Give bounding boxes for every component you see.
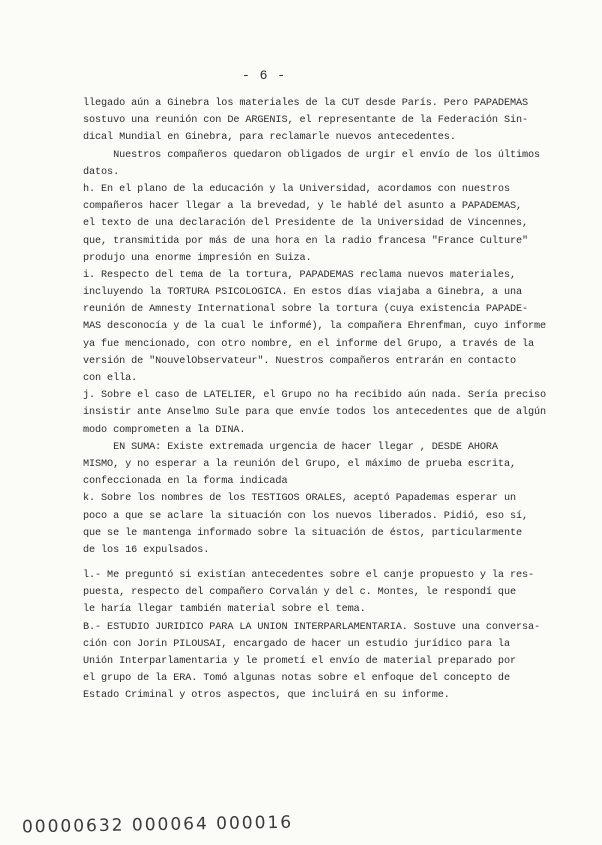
text-line: con ella. (83, 373, 138, 384)
text-line: dical Mundial en Ginebra, para reclamarle nuevos antecedentes. (83, 132, 456, 144)
text-line: j. Sobre el caso de LATELIER, el Grupo no ha recibido aún nada. Sería preciso (83, 390, 547, 402)
text-line: que, transmitida por más de una hora en la radio francesa "France Culture" (83, 235, 528, 247)
text-line: l.- Me preguntó si existían antecedentes sobre el canje propuesto y la res- (83, 570, 535, 582)
text-line: MISMO, y no esperar a la reunión del Grupo, el máximo de prueba escrita, (83, 458, 516, 470)
text-line: reunión de Amnesty International sobre la tortura (cuya existencia PAPADE- (83, 304, 528, 316)
text-line: EN SUMA: Existe extremada urgencia de hacer llegar , DESDE AHORA (83, 441, 498, 453)
text-line: llegado aún a Ginebra los materiales de la CUT desde París. Pero PAPADEMAS (83, 98, 528, 109)
body-text (83, 95, 583, 705)
text-line: ción con Jorin PILOUSAI, encargado de hacer un estudio jurídico para la (83, 638, 510, 650)
paragraph-gap (83, 559, 583, 567)
text-line: insistir ante Anselmo Sule para que envíe todos los antecedentes que de algún (83, 407, 547, 419)
text-line: compañeros hacer llegar a la brevedad, y le hablé del asunto a PAPADEMAS, (83, 201, 522, 213)
text-line: puesta, respecto del compañero Corvalán y del c. Montes, le respondí que (83, 587, 516, 599)
text-line: k. Sobre los nombres de los TESTIGOS ORALES, aceptó Papademas esperar un (83, 493, 516, 505)
text-line: poco a que se aclare la situación con los nuevos liberados. Pidió, eso sí, (83, 510, 528, 522)
text-line: ya fue mencionado, con otro nombre, en el informe del Grupo, a través de la (83, 338, 535, 350)
text-line: B.- ESTUDIO JURIDICO PARA LA UNION INTERPARLAMENTARIA. Sostuve una conversa- (83, 621, 541, 633)
text-line: el texto de una declaración del Presidente de la Universidad de Vincennes, (83, 218, 528, 230)
text-line: sostuvo una reunión con De ARGENIS, el representante de la Federación Sin- (83, 115, 528, 127)
text-line: incluyendo la TORTURA PSICOLOGICA. En estos días viajaba a Ginebra, a una (83, 287, 522, 299)
text-line: i. Respecto del tema de la tortura, PAPADEMAS reclama nuevos materiales, (83, 269, 516, 281)
text-line: Estado Criminal y otros aspectos, que incluirá en su informe. (83, 690, 450, 702)
text-line: confeccionada en la forma indicada (83, 476, 288, 488)
text-line: de los 16 expulsados. (83, 544, 210, 556)
text-line: el grupo de la ERA. Tomó algunas notas sobre el enfoque del concepto de (83, 673, 510, 685)
text-line: versión de "NouvelObservateur". Nuestros compañeros entrarán en contacto (83, 355, 516, 367)
text-line: que se le mantenga informado sobre la situación de éstos, particularmente (83, 527, 522, 539)
text-line: datos. (83, 166, 120, 178)
text-line: modo comprometen a la DINA. (83, 424, 246, 436)
text-line: MAS desconocía y de la cual le informé), la compañera Ehrenfman, cuyo informe (83, 321, 547, 333)
text-line: h. En el plano de la educación y la Universidad, acordamos con nuestros (83, 183, 510, 195)
text-line: Nuestros compañeros quedaron obligados de urgir el envío de los últimos (83, 149, 541, 161)
text-line: le haría llegar también material sobre el tema. (83, 604, 366, 616)
text-line: produjo una enorme impresión en Suiza. (83, 252, 312, 264)
page-number: - 6 - (242, 68, 287, 83)
text-line: Unión Interparlamentaria y le prometí el envío de material preparado por (83, 656, 516, 667)
archive-stamp: 00000632 000064 000016 (21, 812, 294, 838)
